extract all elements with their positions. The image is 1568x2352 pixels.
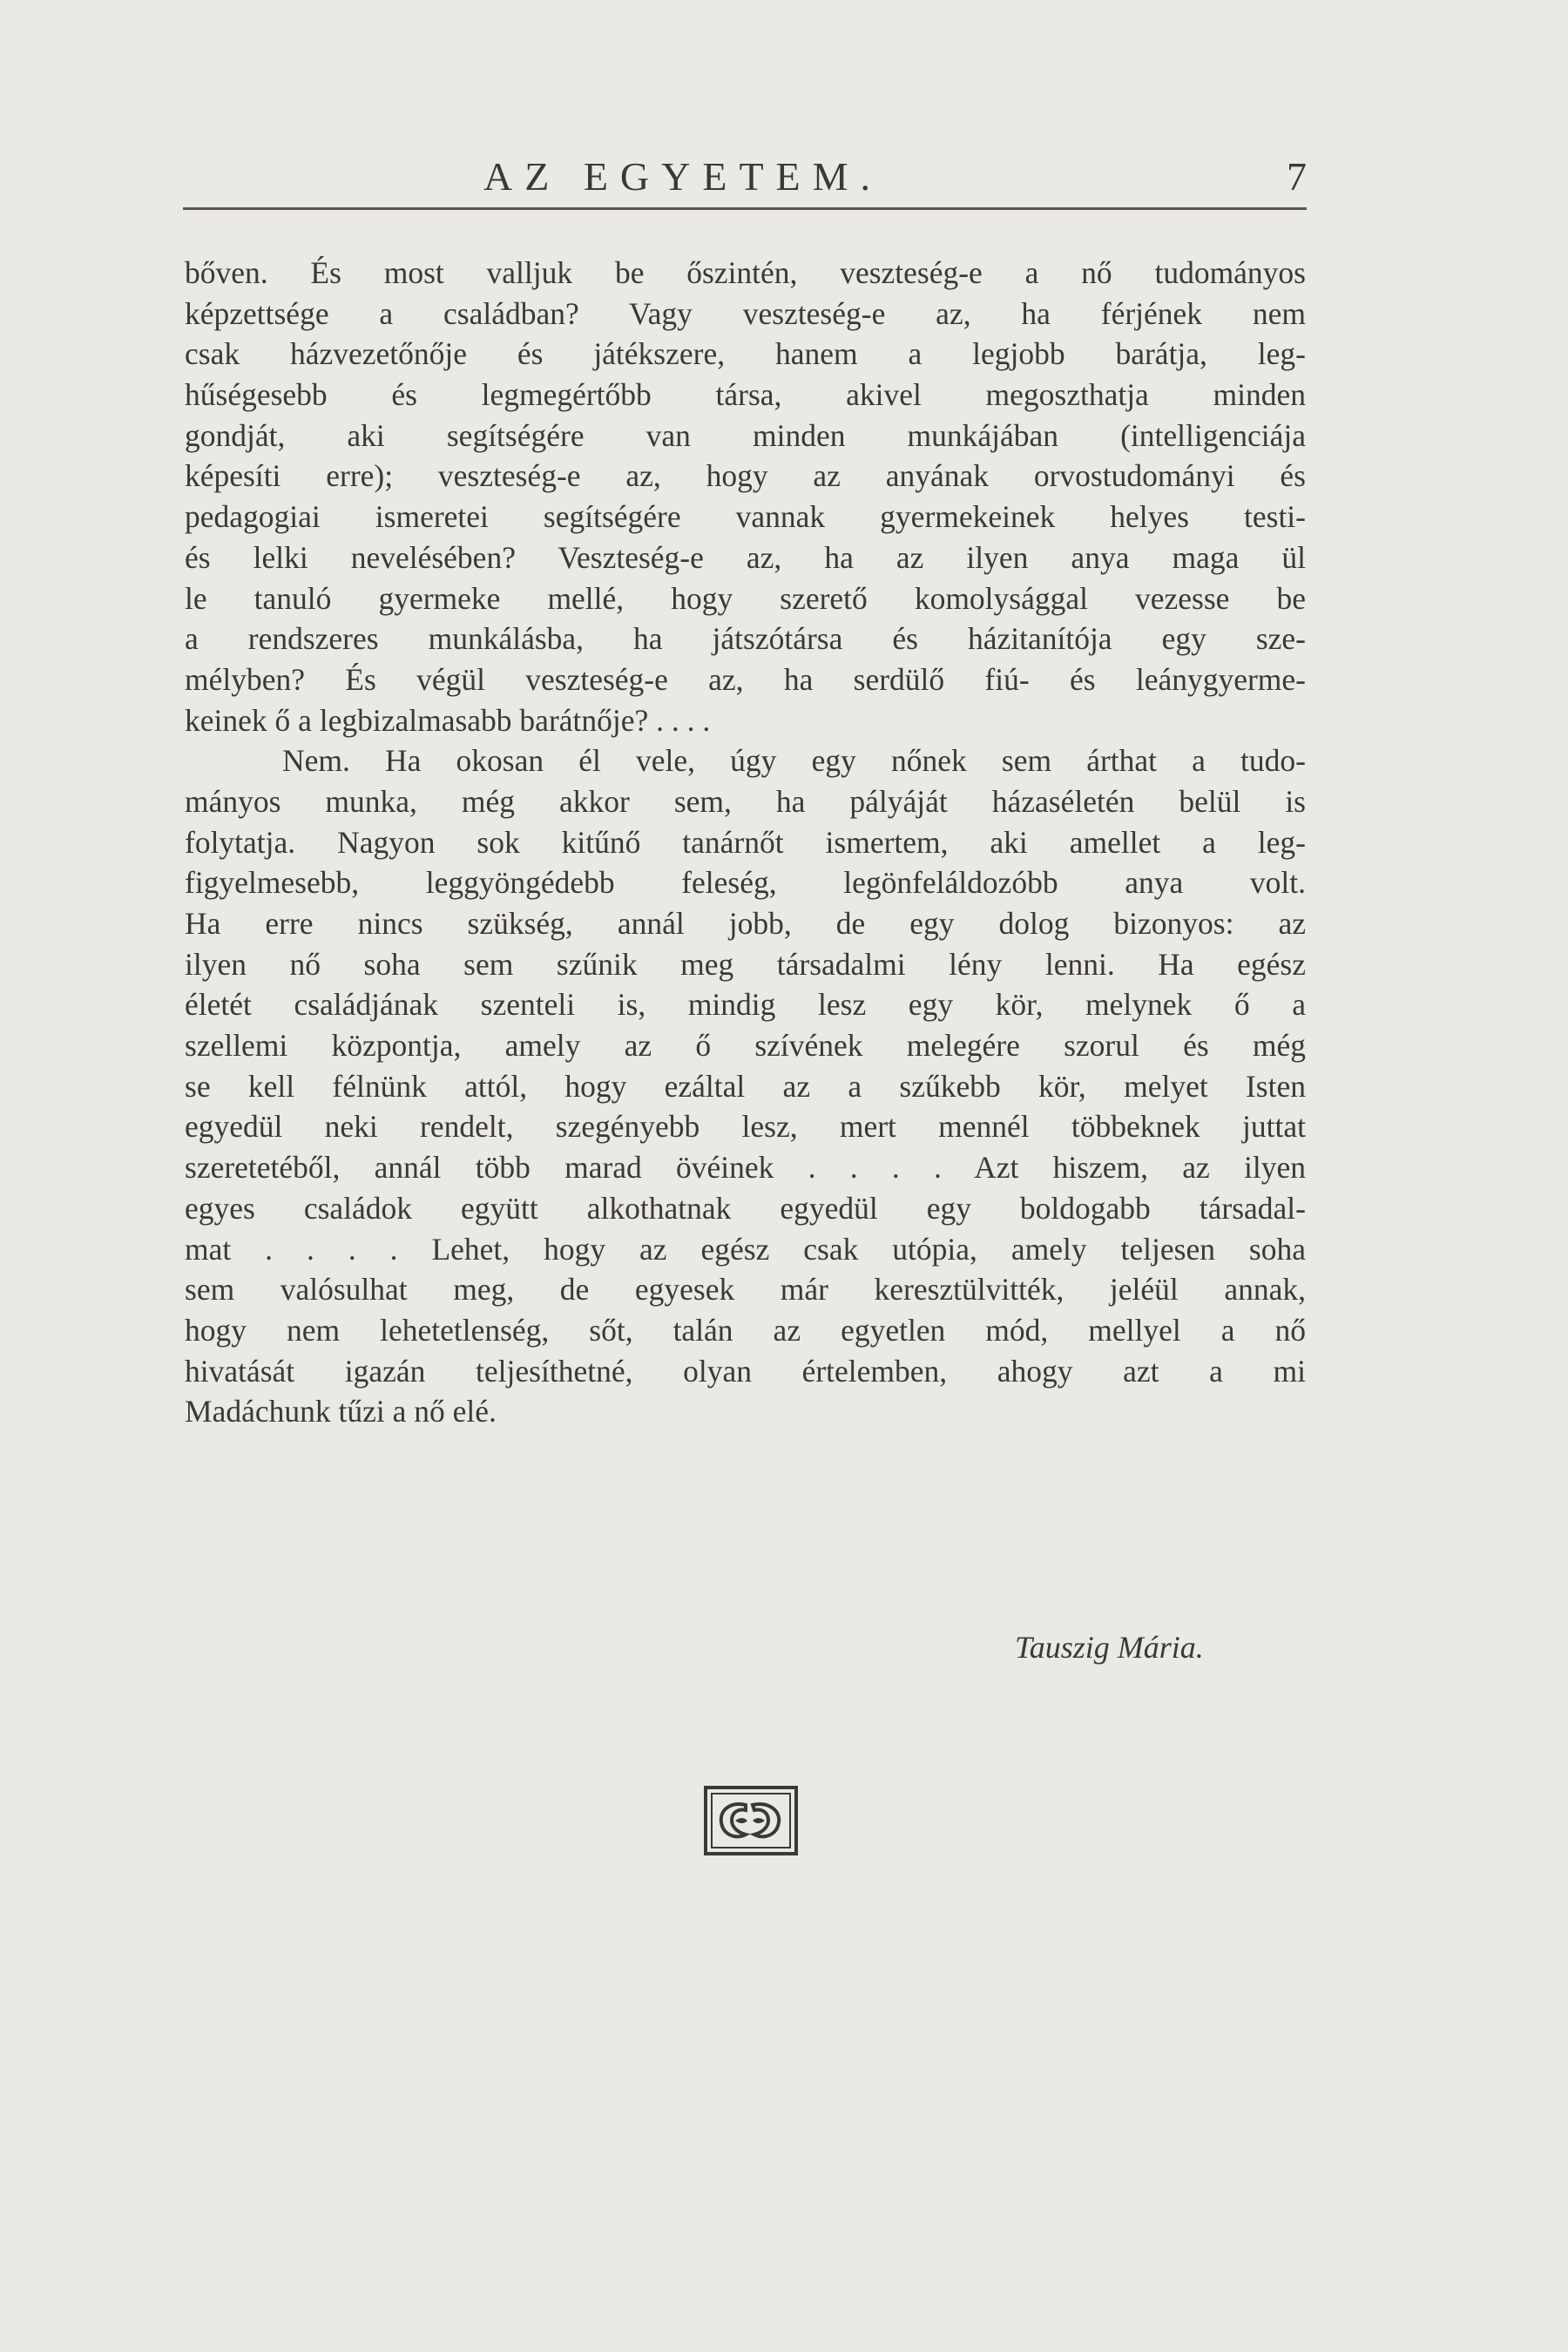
text-line: csak házvezetőnője és játékszere, hanem a legjobb barátja, leg- [185,336,1306,372]
text-line: ilyen nő soha sem szűnik meg társadalmi lény lenni. Ha egész [185,946,1306,982]
text-line: mélyben? És végül veszteség-e az, ha serdülő fiú- és leánygyerme- [185,661,1306,697]
text-line: se kell félnünk attól, hogy ezáltal az a szűkebb kör, melyet Isten [185,1068,1306,1104]
text-line: hogy nem lehetetlenség, sőt, talán az egyetlen mód, mellyel a nő [185,1312,1306,1348]
text-line: képzettsége a családban? Vagy veszteség-e az, ha férjének nem [185,295,1306,331]
text-line: mat . . . . Lehet, hogy az egész csak utópia, amely teljesen soha [185,1231,1306,1267]
text-line: Ha erre nincs szükség, annál jobb, de egy dolog bizonyos: az [185,906,1306,941]
author-signature: Tauszig Mária. [1015,1630,1204,1665]
page-number: 7 [1287,154,1307,199]
printers-ornament-icon [704,1786,798,1855]
text-line: folytatja. Nagyon sok kitűnő tanárnőt ismertem, aki amellet a leg- [185,824,1306,860]
text-line: szellemi központja, amely az ő szívének melegére szorul és még [185,1028,1306,1064]
text-line: és lelki nevelésében? Veszteség-e az, ha az ilyen anya maga ül [185,539,1306,575]
paragraph [185,253,1306,740]
text-line: pedagogiai ismeretei segítségére vannak gyermekeinek helyes testi- [185,499,1306,535]
text-line: gondját, aki segítségére van minden munkájában (intelligenciája [185,417,1306,453]
text-line: keinek ő a legbizalmasabb barátnője? . . . . [185,702,711,738]
text-line: egyedül neki rendelt, szegényebb lesz, mert mennél többeknek juttat [185,1109,1306,1145]
text-line: figyelmesebb, leggyöngédebb feleség, legönfeláldozóbb anya volt. [185,865,1306,901]
text-line: egyes családok együtt alkothatnak egyedül egy boldogabb társadal- [185,1190,1306,1226]
text-line: képesíti erre); veszteség-e az, hogy az anyának orvostudományi és [185,458,1306,494]
text-line: sem valósulhat meg, de egyesek már keresztülvitték, jeléül annak, [185,1272,1306,1308]
header-rule [183,207,1307,210]
text-line: Nem. Ha okosan él vele, úgy egy nőnek sem árthat a tudo- [282,743,1306,779]
text-line: mányos munka, még akkor sem, ha pályáját házaséletén belül is [185,783,1306,819]
running-title: AZ EGYETEM. [483,154,883,199]
text-line: a rendszeres munkálásba, ha játszótársa és házitanítója egy sze- [185,621,1306,657]
text-line: hivatását igazán teljesíthetné, olyan értelemben, ahogy azt a mi [185,1353,1306,1389]
text-line: Madáchunk tűzi a nő elé. [185,1394,497,1429]
text-line: szeretetéből, annál több marad övéinek . . . . Azt hiszem, az ilyen [185,1150,1306,1186]
text-line: bőven. És most valljuk be őszintén, veszteség-e a nő tudományos [185,255,1306,290]
text-line: le tanuló gyermeke mellé, hogy szerető komolysággal vezesse be [185,580,1306,616]
body-text [185,253,1306,1432]
page-header [183,146,1307,207]
text-line: életét családjának szenteli is, mindig lesz egy kör, melynek ő a [185,987,1306,1023]
text-line: hűségesebb és legmegértőbb társa, akivel megoszthatja minden [185,377,1306,413]
paragraph [185,740,1306,1432]
